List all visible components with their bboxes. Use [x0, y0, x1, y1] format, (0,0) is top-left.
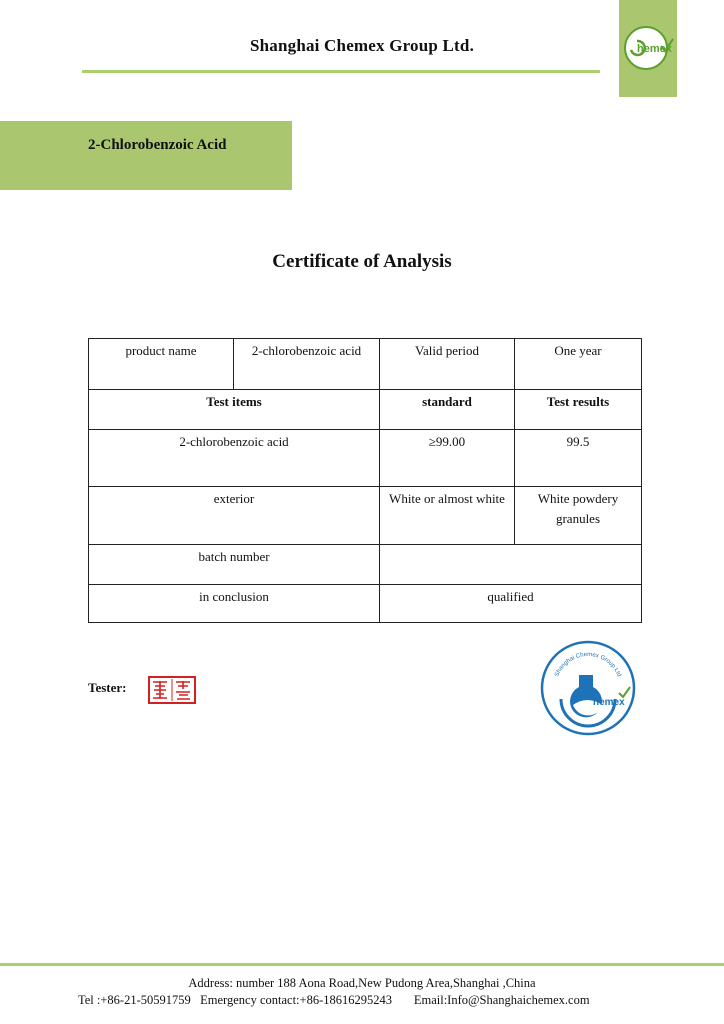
footer-divider: [0, 963, 724, 966]
assay-item: 2-chlorobenzoic acid: [89, 430, 380, 487]
footer-contact-line: [78, 993, 590, 1008]
table-row: [89, 487, 642, 545]
product-name-label: product name: [89, 339, 234, 390]
assay-result: 99.5: [515, 430, 642, 487]
batch-number-value: [380, 545, 642, 585]
document-title: Certificate of Analysis: [272, 251, 452, 272]
conclusion-value: qualified: [380, 585, 642, 623]
footer-address: Address: number 188 Aona Road,New Pudong Area,Shanghai ,China: [188, 976, 536, 990]
standard-header: standard: [380, 390, 515, 430]
svg-text:hemex: hemex: [637, 43, 672, 55]
exterior-standard: White or almost white: [380, 487, 515, 545]
test-items-header: Test items: [89, 390, 380, 430]
table-header-row: [89, 390, 642, 430]
chemex-logo-icon: [621, 24, 675, 72]
conclusion-label: in conclusion: [89, 585, 380, 623]
test-results-header: Test results: [515, 390, 642, 430]
footer-emergency: Emergency contact:+86-18616295243: [200, 993, 392, 1007]
valid-period-value: One year: [515, 339, 642, 390]
company-seal-icon: [539, 639, 637, 737]
svg-text:Shanghai Chemex Group Ltd: Shanghai Chemex Group Ltd: [554, 651, 622, 678]
footer-tel: Tel :+86-21-50591759: [78, 993, 191, 1007]
tester-seal-stamp-icon: [148, 676, 196, 704]
table-row: [89, 430, 642, 487]
table-row: [89, 545, 642, 585]
tester-label: Tester:: [88, 680, 127, 695]
table-row: [89, 585, 642, 623]
product-title: 2-Chlorobenzoic Acid: [88, 137, 227, 153]
valid-period-label: Valid period: [380, 339, 515, 390]
batch-number-label: batch number: [89, 545, 380, 585]
header-divider: [82, 70, 600, 73]
table-row: [89, 339, 642, 390]
assay-standard: ≥99.00: [380, 430, 515, 487]
exterior-item: exterior: [89, 487, 380, 545]
exterior-result: White powdery granules: [515, 487, 642, 545]
product-name-value: 2-chlorobenzoic acid: [234, 339, 380, 390]
company-name: Shanghai Chemex Group Ltd.: [249, 36, 475, 55]
analysis-table: [88, 338, 642, 623]
product-band: [0, 121, 292, 190]
svg-text:hemex: hemex: [593, 697, 625, 708]
footer-email: Email:Info@Shanghaichemex.com: [413, 993, 590, 1007]
